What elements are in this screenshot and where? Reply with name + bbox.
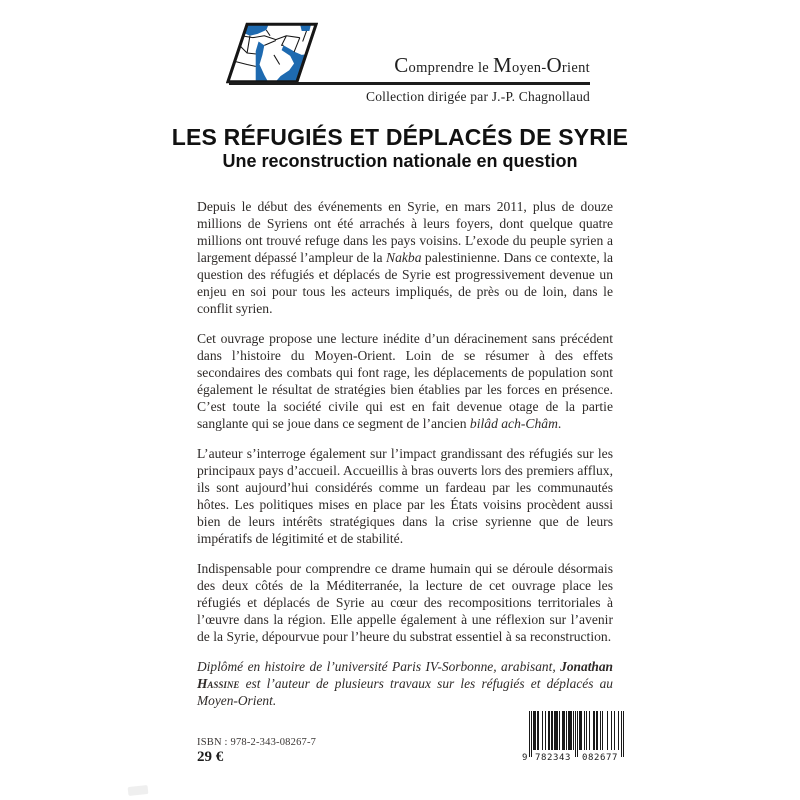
body-paragraphs bbox=[197, 198, 613, 645]
body-paragraph: Cet ouvrage propose une lecture inédite d’un déracinement sans précédent dans l’histoire du Moyen-Orient. Loin de se résumer à des effets secondaires des combats qui font rage, les déplacements de population sont également le résultat de stratégies bien établies par les forces en présence. C’est toute la société civile qui est en fait devenue otage de la partie sanglante qui se joue dans ce segment de l’ancien bilâd ach-Châm. bbox=[197, 331, 613, 431]
series-title: Comprendre le Moyen-Orient bbox=[394, 53, 590, 77]
back-cover-text bbox=[197, 198, 613, 722]
svg-text:782343: 782343 bbox=[534, 753, 572, 763]
svg-text:9: 9 bbox=[522, 753, 529, 763]
body-paragraph: L’auteur s’interroge également sur l’impact grandissant des réfugiés sur les principaux pays d’accueil. Accueillis à bras ouverts lors des premiers afflux, ils sont aujourd’hui considérés comme un fardeau par les communautés hôtes. Les politiques mises en place par les États voisins procèdent aussi bien de leurs intérêts stratégiques dans la crise syrienne que de leurs impératifs de légitimité et de stabilité. bbox=[197, 446, 613, 546]
book-title: LES RÉFUGIÉS ET DÉPLACÉS DE SYRIE bbox=[171, 124, 629, 150]
scan-artifact bbox=[128, 785, 149, 796]
bio-prefix: Diplômé en histoire de l’université Paris IV-Sorbonne, arabisant, bbox=[197, 659, 561, 674]
author-first-name: Jonathan bbox=[560, 659, 613, 674]
ean13-barcode bbox=[521, 711, 625, 763]
body-paragraph: Indispensable pour comprendre ce drame humain qui se déroule désormais des deux côtés de la Méditerranée, la lecture de cet ouvrage place les réfugiés et déplacés de Syrie au cœur des recompositions territoriales à l’œuvre dans la région. Elle appelle également à une réflexion sur l’avenir de la Syrie, dépourvue pour l’heure du substrat essentiel à sa reconstruction. bbox=[197, 561, 613, 644]
isbn-label: ISBN : 978-2-343-08267-7 bbox=[197, 737, 317, 748]
book-subtitle: Une reconstruction nationale en question bbox=[222, 151, 578, 171]
svg-text:082677: 082677 bbox=[581, 753, 619, 763]
price-label: 29 € bbox=[197, 749, 224, 765]
author-last-name: Hassine bbox=[197, 676, 240, 691]
barcode-bars bbox=[521, 711, 625, 763]
body-paragraph: Depuis le début des événements en Syrie, en mars 2011, plus de douze millions de Syriens ont été arrachés à leurs foyers, dont quelque quatre millions ont trouvé refuge dans les pays voisins. L’exode du peuple syrien a largement dépassé l’ampleur de la Nakba palestinienne. Dans ce contexte, la question des réfugiés et déplacés de Syrie est progressivement devenue un enjeu en soi pour tous les acteurs impliqués, de près ou de loin, dans le conflit syrien. bbox=[197, 199, 614, 316]
bio-suffix: est l’auteur de plusieurs travaux sur les réfugiés et déplacés au Moyen-Orient. bbox=[197, 676, 613, 708]
author-bio bbox=[197, 658, 613, 709]
middle-east-map-logo bbox=[226, 22, 318, 84]
series-rule bbox=[229, 82, 590, 85]
collection-director-line: Collection dirigée par J.-P. Chagnollaud bbox=[366, 89, 590, 104]
